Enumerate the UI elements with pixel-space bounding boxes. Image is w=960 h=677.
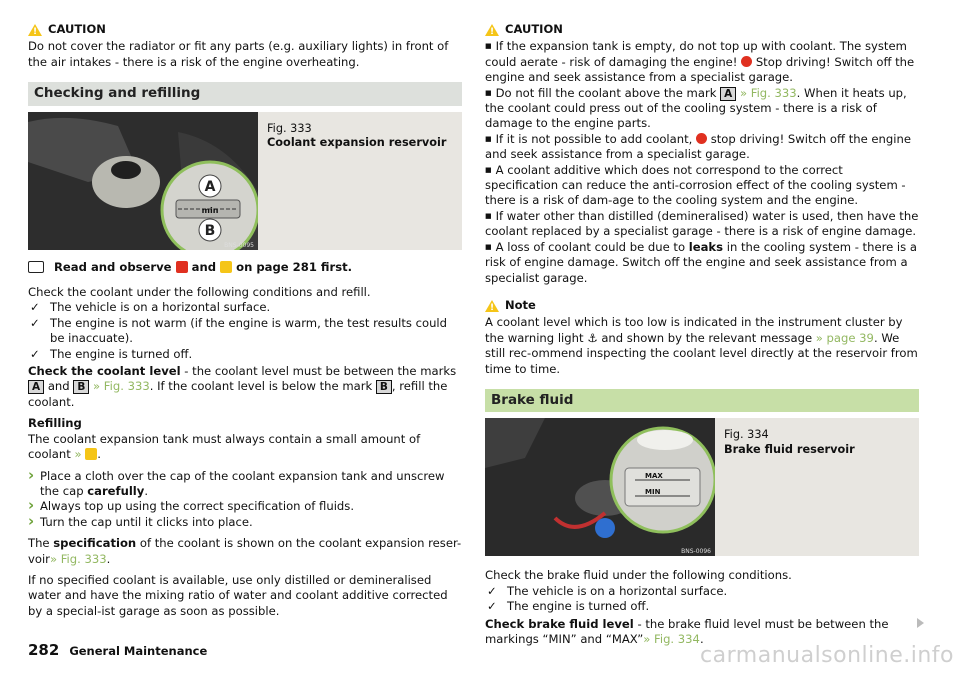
steps-list xyxy=(28,469,462,531)
list-item: ■ Do not fill the coolant above the mark A » Fig. 333. When it heats up, the coolant could press out of the cooling system - there is a risk of damage to the engine parts. xyxy=(485,86,919,132)
note-text: A coolant level which is too low is indicated in the instrument cluster by the warning light ⚓ and shown by the relevant message » page 39. We still rec-ommend inspecting the coolant level directly at the reservoir from time to time. xyxy=(485,315,918,376)
fig-333-link[interactable]: » Fig. 333 xyxy=(49,551,107,566)
check-brake-level-paragraph: Check brake fluid level - the brake fluid level must be between the markings “MIN” and “MAX”» Fig. 334. xyxy=(485,616,889,646)
list-item: ✓ The vehicle is on a horizontal surface. xyxy=(28,300,462,315)
figure-title: Brake fluid reservoir xyxy=(724,442,855,456)
figure-caption xyxy=(715,418,864,556)
note-icon xyxy=(485,300,499,312)
stop-icon xyxy=(696,133,707,144)
mark-b-label: B xyxy=(204,222,216,239)
figure-333 xyxy=(28,112,462,250)
brake-fluid-reservoir-image xyxy=(485,418,715,556)
figure-number: Fig. 333 xyxy=(267,121,312,135)
figure-334 xyxy=(485,418,919,556)
caution-heading xyxy=(485,22,919,37)
section-title: Brake fluid xyxy=(485,389,919,412)
conditions-list xyxy=(28,300,462,362)
caution-title: CAUTION xyxy=(505,22,563,36)
mark-min-label: min xyxy=(201,205,219,215)
check-level-paragraph: Check the coolant level - the coolant level must be between the marks A and B » Fig. 333. If the coolant level is below the mark B , refill the coolant. xyxy=(28,364,457,409)
list-item: ■ A coolant additive which does not correspond to the correct specification can reduce the anti-corrosion effect of the cooling system - there is a risk of dam-age to the cooling system and the engine. xyxy=(485,163,919,209)
page-number: 282 xyxy=(28,641,60,659)
right-column xyxy=(485,22,919,647)
warning-icon xyxy=(28,24,42,36)
list-item: ■ If water other than distilled (demineralised) water is used, then have the coolant replaced by a specialist garage - there is a risk of engine damage. xyxy=(485,209,919,240)
conditions-list xyxy=(485,584,919,615)
caution-link[interactable]: » xyxy=(74,447,82,462)
watermark: carmanualsonline.info xyxy=(700,643,954,668)
figure-code: BNS-0095 xyxy=(224,241,254,249)
figure-code: BNS-0096 xyxy=(681,548,711,556)
fig-334-link[interactable]: » Fig. 334 xyxy=(643,631,700,646)
list-item: ✓ The engine is turned off. xyxy=(28,347,462,362)
warning-icon xyxy=(485,24,499,36)
conditions-intro: Check the coolant under the following conditions and refill. xyxy=(28,285,371,300)
conditions-intro: Check the brake fluid under the following conditions. xyxy=(485,568,792,583)
final-paragraph: If no specified coolant is available, use only distilled or demineralised water and have the mixing ratio of water and coolant additive corrected by a special-ist garage as soon as possible. xyxy=(28,572,448,618)
list-item: ✓ The engine is not warm (if the engine is warm, the test results could be inaccuate). xyxy=(28,316,462,347)
coolant-warning-light-icon: ⚓ xyxy=(587,330,598,345)
coolant-reservoir-image xyxy=(28,112,258,250)
list-item: › Always top up using the correct specification of fluids. xyxy=(28,499,462,514)
fig-333-link[interactable]: » Fig. 333 xyxy=(93,379,150,394)
section-title: Checking and refilling xyxy=(28,82,462,105)
mark-min-label: MIN xyxy=(645,488,661,497)
yellow-warning-icon xyxy=(220,261,232,273)
specification-paragraph: The specification of the coolant is shown on the coolant expansion reser-voir» Fig. 333. xyxy=(28,536,462,566)
list-item: › Place a cloth over the cap of the coolant expansion tank and unscrew the cap carefully. xyxy=(28,469,462,500)
chapter-title: General Maintenance xyxy=(69,644,208,658)
refilling-heading: Refilling xyxy=(28,416,82,431)
list-item: › Turn the cap until it clicks into place. xyxy=(28,515,462,530)
list-item: ✓ The vehicle is on a horizontal surface. xyxy=(485,584,919,599)
book-icon xyxy=(28,261,44,273)
yellow-warning-icon xyxy=(85,448,97,460)
list-item: ■ If the expansion tank is empty, do not top up with coolant. The system could aerate - risk of damaging the engine! Stop driving! Switch off the engine and seek assistance from a specialist garage. xyxy=(485,39,919,85)
page-39-link[interactable]: » page 39 xyxy=(815,330,874,345)
figure-caption xyxy=(258,112,455,250)
stop-icon xyxy=(741,56,752,67)
note-heading: ! Note xyxy=(485,298,919,313)
refilling-text: The coolant expansion tank must always contain a small amount of coolant » . xyxy=(28,431,421,462)
read-observe-line: Read and observe and on page 281 first. xyxy=(28,260,462,275)
mark-a-label: A xyxy=(204,178,216,195)
list-item: ✓ The engine is turned off. xyxy=(485,599,919,614)
left-column xyxy=(28,22,462,619)
caution-text: Do not cover the radiator or fit any parts (e.g. auxiliary lights) in front of the air intakes - there is a risk of the engine overheating. xyxy=(28,39,449,69)
fig-333-link[interactable]: » Fig. 333 xyxy=(739,85,797,100)
caution-heading xyxy=(28,22,462,37)
caution-title: CAUTION xyxy=(48,22,106,36)
mark-max-label: MAX xyxy=(645,472,663,481)
page-footer xyxy=(28,643,207,659)
figure-number: Fig. 334 xyxy=(724,428,769,442)
list-item: ■ If it is not possible to add coolant, stop driving! Switch off the engine and seek assistance from a specialist garage. xyxy=(485,132,919,163)
figure-title: Coolant expansion reservoir xyxy=(267,136,447,150)
red-warning-icon xyxy=(176,261,188,273)
caution-list xyxy=(485,39,919,286)
next-page-arrow-icon[interactable] xyxy=(917,618,924,628)
list-item: ■ A loss of coolant could be due to leaks in the cooling system - there is a risk of engine damage. Switch off the engine and seek assistance from a specialist garage. xyxy=(485,240,919,286)
